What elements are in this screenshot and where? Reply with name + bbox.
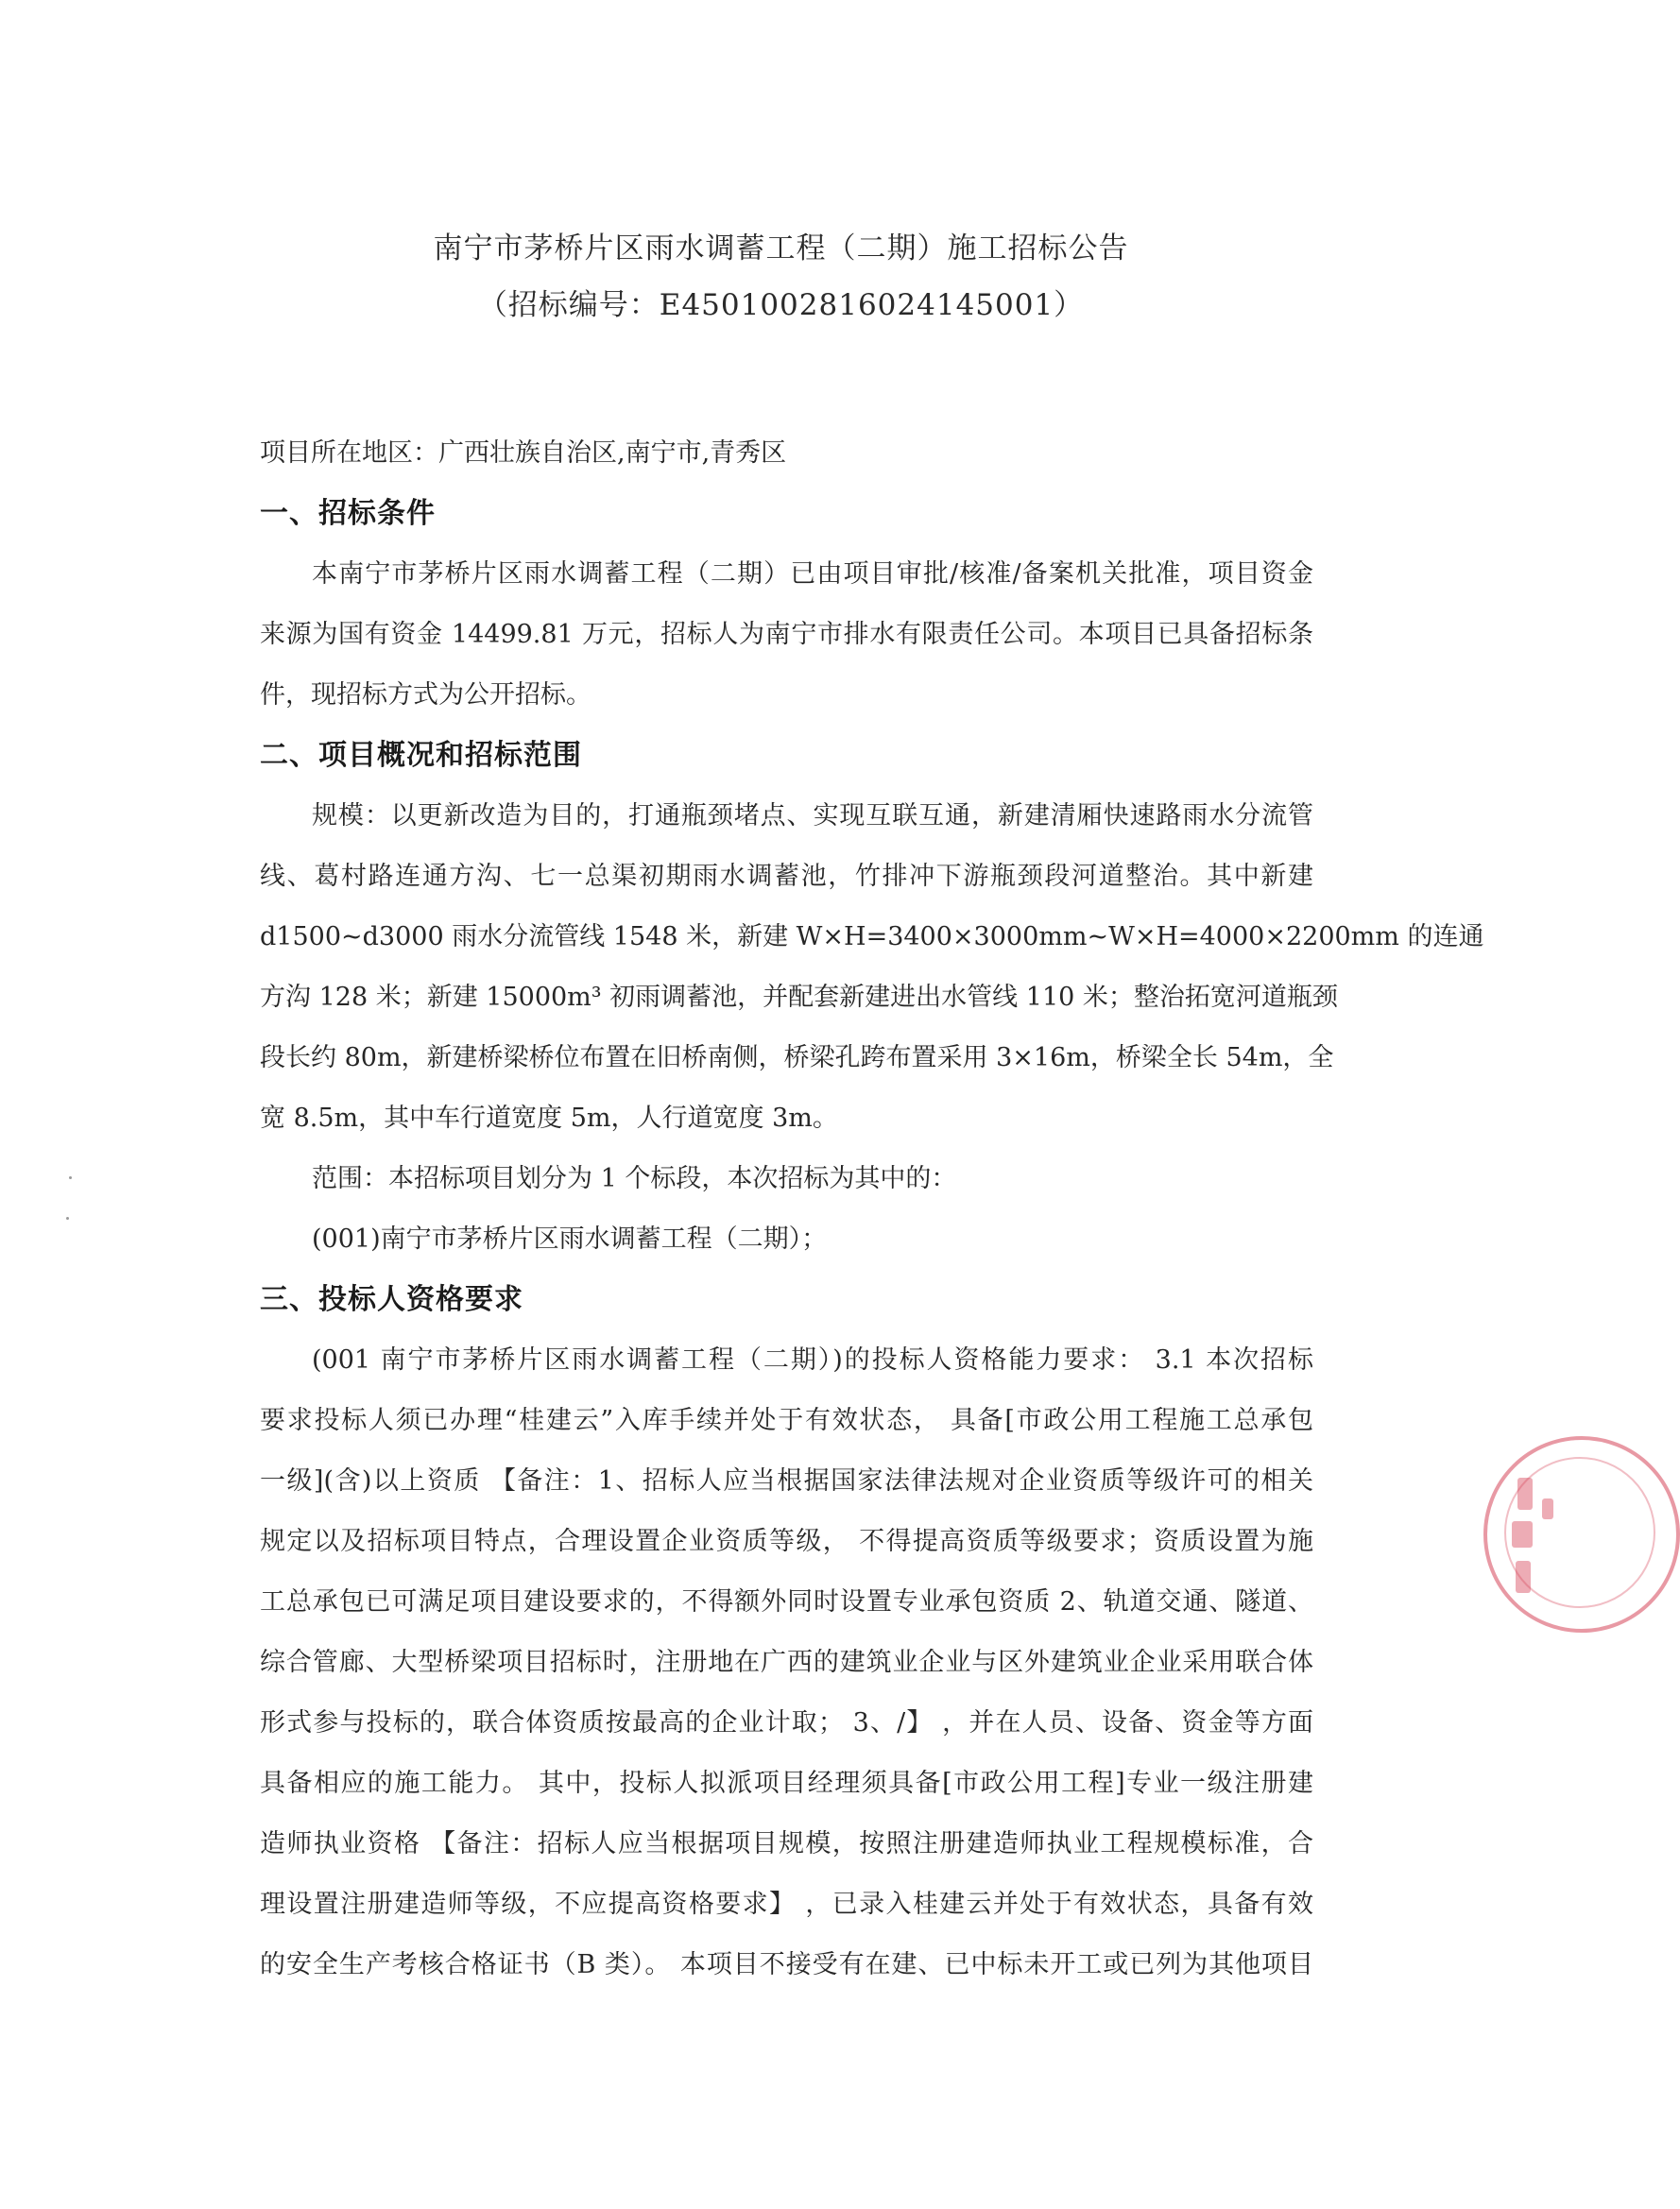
lot-line: (001)南宁市茅桥片区雨水调蓄工程（二期）； [312, 1224, 828, 1254]
paragraph-line: 件，现招标方式为公开招标。 [260, 680, 591, 710]
paragraph-line: 综合管廊、大型桥梁项目招标时，注册地在广西的建筑业企业与区外建筑业企业采用联合体 [260, 1648, 1313, 1677]
scan-speck [69, 1176, 72, 1179]
section-heading-overview: 二、项目概况和招标范围 [260, 739, 582, 772]
section-heading-qualification: 三、投标人资格要求 [260, 1283, 523, 1316]
paragraph-line: 规定以及招标项目特点，合理设置企业资质等级， 不得提高资质等级要求；资质设置为施 [260, 1527, 1313, 1556]
paragraph-line: 方沟 128 米；新建 15000m³ 初雨调蓄池，并配套新建进出水管线 110 米；整治拓宽河道瓶颈 [260, 983, 1338, 1012]
paragraph-line: 本南宁市茅桥片区雨水调蓄工程（二期）已由项目审批/核准/备案机关批准，项目资金 [312, 559, 1313, 589]
page-title: 南宁市茅桥片区雨水调蓄工程（二期）施工招标公告 [433, 231, 1129, 265]
paragraph-line: 一级](含)以上资质 【备注：1、招标人应当根据国家法律法规对企业资质等级许可的相关 [260, 1466, 1313, 1496]
paragraph-line: (001 南宁市茅桥片区雨水调蓄工程（二期）)的投标人资格能力要求： 3.1 本次招标 [312, 1345, 1313, 1375]
scan-speck [66, 1217, 69, 1220]
paragraph-line: 形式参与投标的，联合体资质按最高的企业计取； 3、/】 ，并在人员、设备、资金等方面 [260, 1708, 1313, 1738]
seal-mark [1542, 1498, 1553, 1519]
paragraph-line: 工总承包已可满足项目建设要求的，不得额外同时设置专业承包资质 2、轨道交通、隧道、 [260, 1587, 1313, 1617]
paragraph-line: 段长约 80m，新建桥梁桥位布置在旧桥南侧，桥梁孔跨布置采用 3×16m，桥梁全长 54m，全 [260, 1043, 1334, 1072]
paragraph-line: d1500~d3000 雨水分流管线 1548 米，新建 W×H=3400×3000mm~W×H=4000×2200mm 的连通 [260, 922, 1484, 951]
seal-mark [1512, 1521, 1533, 1548]
tender-number: （招标编号：E4501002816024145001） [477, 288, 1085, 322]
scope-line: 范围：本招标项目划分为 1 个标段，本次招标为其中的： [312, 1164, 957, 1193]
seal-stamp [1483, 1436, 1680, 1633]
paragraph-line: 线、葛村路连通方沟、七一总渠初期雨水调蓄池，竹排冲下游瓶颈段河道整治。其中新建 [260, 862, 1313, 891]
seal-mark [1516, 1561, 1531, 1593]
document-body [260, 423, 1484, 1995]
paragraph-line: 理设置注册建造师等级，不应提高资格要求】 ，已录入桂建云并处于有效状态，具备有效 [260, 1890, 1313, 1919]
paragraph-line: 具备相应的施工能力。 其中，投标人拟派项目经理须具备[市政公用工程]专业一级注册建 [260, 1769, 1313, 1798]
paragraph-line: 规模：以更新改造为目的，打通瓶颈堵点、实现互联互通，新建清厢快速路雨水分流管 [312, 801, 1313, 831]
region-line: 项目所在地区：广西壮族自治区,南宁市,青秀区 [260, 438, 787, 468]
paragraph-line: 来源为国有资金 14499.81 万元，招标人为南宁市排水有限责任公司。本项目已具备招标条 [260, 620, 1313, 649]
paragraph-line: 宽 8.5m，其中车行道宽度 5m，人行道宽度 3m。 [260, 1104, 838, 1133]
paragraph-line: 造师执业资格 【备注：招标人应当根据项目规模，按照注册建造师执业工程规模标准，合 [260, 1829, 1313, 1858]
section-heading-conditions: 一、招标条件 [260, 497, 436, 530]
paragraph-line: 的安全生产考核合格证书（B 类）。 本项目不接受有在建、已中标未开工或已列为其他项目 [260, 1950, 1313, 1979]
paragraph-line: 要求投标人须已办理“桂建云”入库手续并处于有效状态， 具备[市政公用工程施工总承包 [260, 1406, 1313, 1435]
seal-mark [1517, 1478, 1533, 1510]
